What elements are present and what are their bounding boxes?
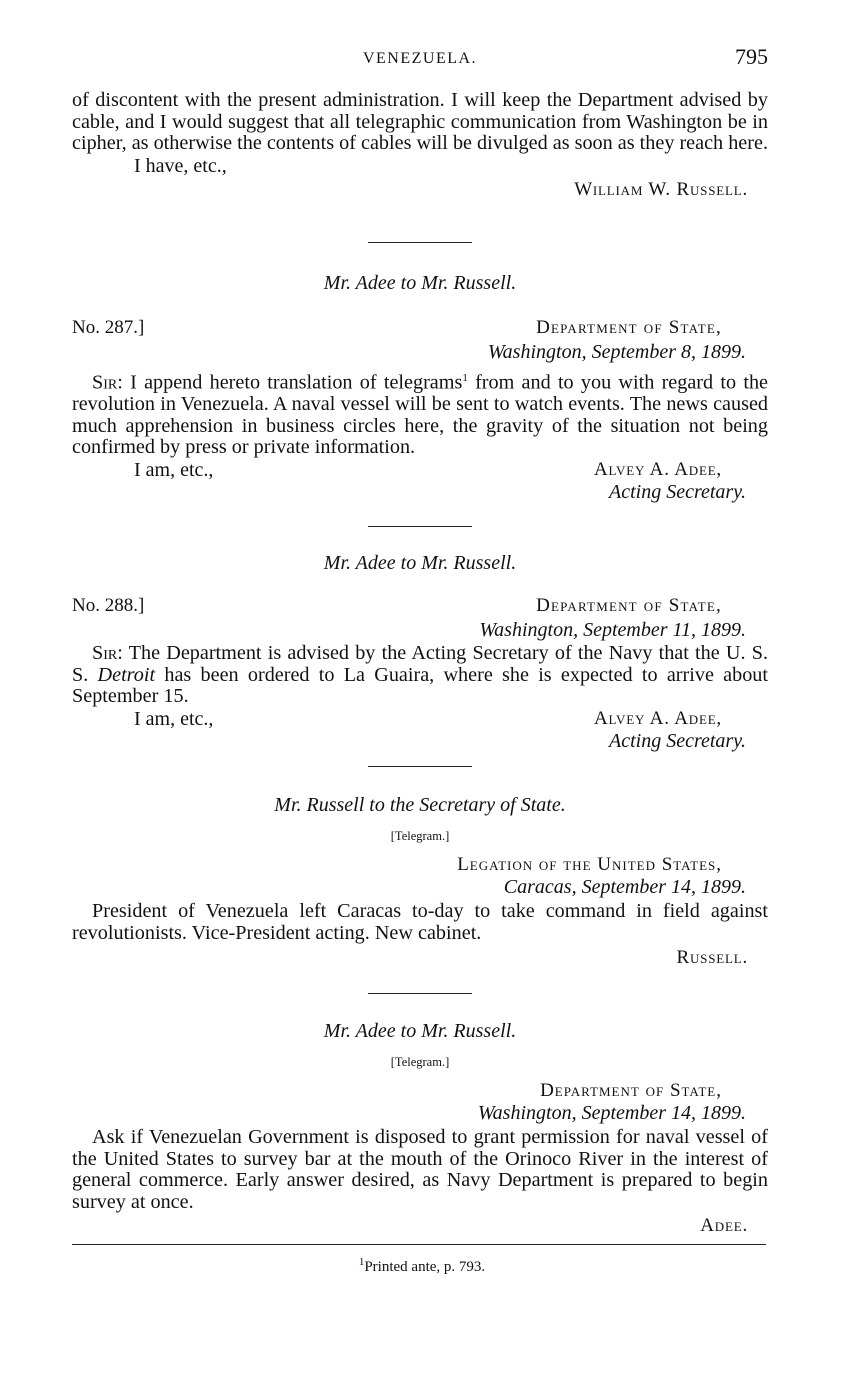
signature: Adee.	[700, 1215, 748, 1236]
telegram-tag: [Telegram.]	[390, 829, 450, 843]
letter-heading: Mr. Adee to Mr. Russell.	[323, 272, 517, 294]
body-part-2: has been ordered to La Guaira, where she is expected to arrive about September 15.	[72, 663, 769, 707]
salutation: Sir:	[92, 371, 123, 394]
section-divider	[368, 993, 472, 994]
salutation: Sir:	[92, 642, 123, 664]
section-divider	[368, 526, 472, 527]
footnote-text: Printed ante, p. 793.	[364, 1259, 486, 1275]
department-name: Department of State,	[536, 317, 722, 338]
letter-heading: Mr. Adee to Mr. Russell.	[323, 552, 517, 574]
letter-body	[72, 368, 768, 459]
telegram-body: President of Venezuela left Caracas to-day to take command in field against revolutionists. Vice-President acting. New cabinet.	[72, 900, 768, 944]
letter-287	[72, 272, 768, 503]
department-name: Legation of the United States,	[457, 854, 722, 875]
letter-288	[72, 552, 768, 752]
page-header	[72, 44, 768, 74]
continuation-block	[72, 90, 768, 201]
ship-name: Detroit	[97, 663, 156, 686]
letter-docline	[72, 595, 768, 619]
letter-number: No. 287.]	[72, 317, 145, 338]
footnote-ref: 1	[462, 372, 468, 384]
dateline: Washington, September 8, 1899.	[487, 341, 746, 363]
section-divider	[368, 766, 472, 767]
letter-body	[72, 643, 768, 708]
dateline: Washington, September 11, 1899.	[479, 619, 746, 641]
dateline: Washington, September 14, 1899.	[477, 1102, 746, 1124]
continuation-signature: William W. Russell.	[574, 178, 748, 200]
telegram-russell	[72, 794, 768, 969]
body-part-1: The Department is advised by the Acting Secretary of the Navy that the U. S. S.	[72, 642, 768, 686]
footnote-rule	[72, 1244, 766, 1245]
signer-title: Acting Secretary.	[609, 729, 746, 752]
signature: Alvey A. Adee,	[593, 707, 722, 729]
letter-number: No. 288.]	[72, 595, 145, 616]
section-divider	[368, 242, 472, 243]
signature: Russell.	[676, 947, 748, 968]
letter-docline	[72, 317, 768, 341]
telegram-tag: [Telegram.]	[390, 1055, 450, 1069]
footnote-marker: 1	[358, 1256, 365, 1268]
signature: Alvey A. Adee,	[593, 458, 722, 480]
telegram-body: Ask if Venezuelan Government is disposed to grant permission for naval vessel of the United States to survey bar at the mouth of the Orinoco River in the interest of general commerce. Early answer desired, as Navy Department is prepared to begin survey at once.	[72, 1126, 768, 1213]
letter-heading: Mr. Russell to the Secretary of State.	[274, 794, 566, 816]
running-title: VENEZUELA.	[362, 50, 478, 67]
closing-row	[72, 708, 768, 730]
dateline: Caracas, September 14, 1899.	[503, 876, 746, 898]
closing-row	[72, 459, 768, 481]
continuation-body: of discontent with the present administration. I will keep the Department advised by cable, and I would suggest that all telegraphic communication from Washington be in cipher, as otherwise the contents of cables will be divulged as soon as they reach here.	[72, 89, 768, 154]
closing: I am, etc.,	[134, 458, 214, 481]
letter-heading: Mr. Adee to Mr. Russell.	[323, 1020, 517, 1042]
telegram-adee	[72, 1020, 768, 1237]
closing: I am, etc.,	[134, 707, 214, 730]
continuation-closing: I have, etc.,	[134, 154, 227, 177]
department-name: Department of State,	[540, 1080, 722, 1101]
department-name: Department of State,	[536, 595, 722, 616]
page-number: 795	[735, 44, 768, 69]
body-part-1: I append hereto translation of telegrams	[130, 371, 463, 394]
body-part-2: from and to you with regard to the revolution in Venezuela. A naval vessel will be sent to watch events. The news caused much apprehension in business circles here, the gravity of the situation not being confirmed by press or private information.	[72, 371, 768, 459]
signer-title: Acting Secretary.	[609, 480, 746, 503]
footnote	[0, 1256, 844, 1276]
